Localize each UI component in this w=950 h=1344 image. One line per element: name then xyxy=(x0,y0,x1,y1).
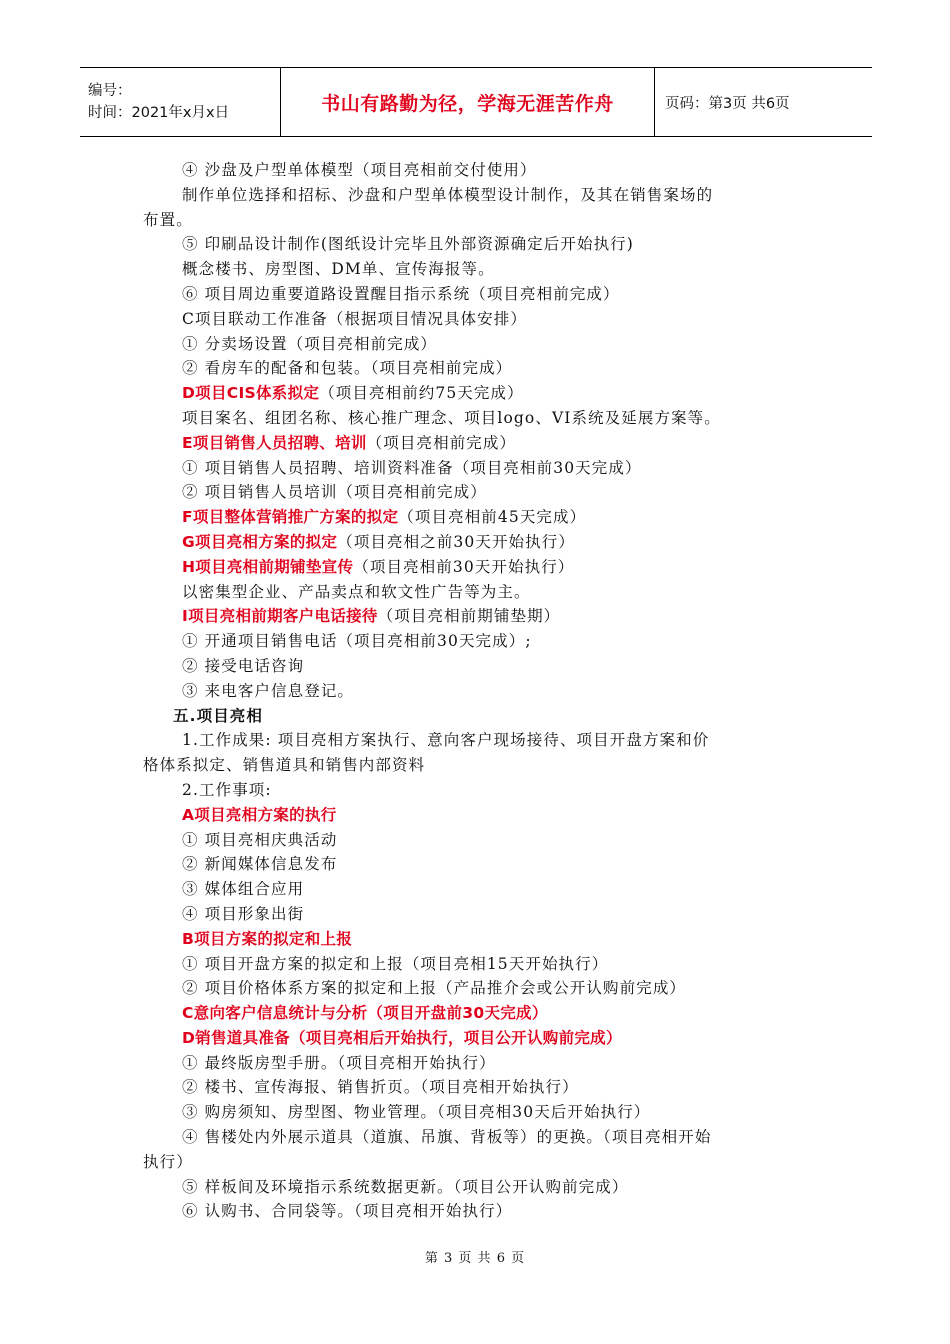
line-text: ③ 来电客户信息登记。 xyxy=(182,681,355,700)
line-text: ① 最终版房型手册。（项目亮相开始执行） xyxy=(182,1053,496,1072)
number-label: 编号： xyxy=(88,83,132,99)
text-line xyxy=(0,580,950,605)
line-text: 概念楼书、房型图、DM单、宣传海报等。 xyxy=(182,260,495,279)
item-heading: F项目整体营销推广方案的拟定 xyxy=(182,508,399,527)
line-text: ⑥ 项目周边重要道路设置醒目指示系统（项目亮相前完成） xyxy=(182,284,620,303)
line-text: 执行） xyxy=(143,1152,193,1171)
line-text: ② 楼书、宣传海报、销售折页。（项目亮相开始执行） xyxy=(182,1078,579,1097)
text-line xyxy=(0,778,950,803)
item-heading: H项目亮相前期铺垫宣传 xyxy=(182,557,354,576)
line-text: 格体系拟定、销售道具和销售内部资料 xyxy=(143,756,426,775)
page-label: 页码：第3页 共6页 xyxy=(665,95,790,112)
header-page-info xyxy=(655,68,872,136)
line-text: ⑥ 认购书、合同袋等。（项目亮相开始执行） xyxy=(182,1202,513,1221)
line-text: （项目亮相之前30天开始执行） xyxy=(337,532,575,551)
text-line xyxy=(0,307,950,332)
line-text: ② 项目销售人员培训（项目亮相前完成） xyxy=(182,483,487,502)
item-heading-line xyxy=(0,803,950,828)
item-heading-line xyxy=(0,431,950,456)
text-line xyxy=(0,480,950,505)
item-heading: C意向客户信息统计与分析（项目开盘前30天完成） xyxy=(182,1004,548,1023)
line-text: ① 分卖场设置（项目亮相前完成） xyxy=(182,334,438,353)
text-line xyxy=(0,232,950,257)
item-heading-line xyxy=(0,604,950,629)
item-heading-line xyxy=(0,1001,950,1026)
text-line xyxy=(0,456,950,481)
text-line xyxy=(0,183,950,208)
text-line xyxy=(0,852,950,877)
text-line xyxy=(0,1150,950,1175)
line-text: ① 项目开盘方案的拟定和上报（项目亮相15天开始执行） xyxy=(182,954,609,973)
text-line xyxy=(0,679,950,704)
line-text: 1.工作成果: 项目亮相方案执行、意向客户现场接待、项目开盘方案和价 xyxy=(182,731,710,750)
text-line xyxy=(0,282,950,307)
text-line xyxy=(0,1051,950,1076)
item-heading-line xyxy=(0,530,950,555)
text-line xyxy=(0,976,950,1001)
text-line xyxy=(0,332,950,357)
section-heading xyxy=(0,704,950,729)
line-text: 项目案名、组团名称、核心推广理念、项目logo、VI系统及延展方案等。 xyxy=(182,408,721,427)
line-text: ② 看房车的配备和包装。（项目亮相前完成） xyxy=(182,359,513,378)
item-heading: B项目方案的拟定和上报 xyxy=(182,929,353,948)
line-text: （项目亮相前完成） xyxy=(366,433,517,452)
text-line xyxy=(0,728,950,753)
text-line xyxy=(0,1075,950,1100)
line-text: （项目亮相前约75天完成） xyxy=(319,384,524,403)
date-label: 时间：2021年x月x日 xyxy=(88,105,230,121)
item-heading: I项目亮相前期客户电话接待 xyxy=(182,607,378,626)
line-text: ① 项目销售人员招聘、培训资料准备（项目亮相前30天完成） xyxy=(182,458,642,477)
line-text: ⑤ 样板间及环境指示系统数据更新。（项目公开认购前完成） xyxy=(182,1177,629,1196)
line-text: ① 项目亮相庆典活动 xyxy=(182,830,338,849)
text-line xyxy=(0,1199,950,1224)
line-text: ③ 购房须知、房型图、物业管理。（项目亮相30天后开始执行） xyxy=(182,1103,651,1122)
line-text: （项目亮相前45天完成） xyxy=(398,508,587,527)
text-line xyxy=(0,208,950,233)
item-heading-line xyxy=(0,555,950,580)
header-meta xyxy=(80,68,281,136)
text-line xyxy=(0,356,950,381)
item-heading: D销售道具准备（项目亮相后开始执行，项目公开认购前完成） xyxy=(182,1028,622,1047)
item-heading: G项目亮相方案的拟定 xyxy=(182,532,338,551)
text-line xyxy=(0,828,950,853)
line-text: 以密集型企业、产品卖点和软文性广告等为主。 xyxy=(182,582,531,601)
item-heading: A项目亮相方案的执行 xyxy=(182,805,337,824)
line-text: ④ 沙盘及户型单体模型（项目亮相前交付使用） xyxy=(182,161,537,179)
text-line xyxy=(0,902,950,927)
line-text: ③ 媒体组合应用 xyxy=(182,880,305,899)
item-heading: D项目CIS体系拟定 xyxy=(182,384,320,403)
text-line xyxy=(0,654,950,679)
text-line xyxy=(0,1125,950,1150)
line-text: ① 开通项目销售电话（项目亮相前30天完成）; xyxy=(182,632,532,651)
line-text: ④ 售楼处内外展示道具（道旗、吊旗、背板等）的更换。（项目亮相开始 xyxy=(182,1128,712,1147)
line-text: ② 新闻媒体信息发布 xyxy=(182,855,338,874)
text-line xyxy=(0,1100,950,1125)
item-heading-line xyxy=(0,505,950,530)
page-header xyxy=(80,67,872,137)
line-text: 制作单位选择和招标、沙盘和户型单体模型设计制作，及其在销售案场的 xyxy=(182,185,714,204)
line-text: ② 项目价格体系方案的拟定和上报（产品推介会或公开认购前完成） xyxy=(182,979,687,998)
line-text: C项目联动工作准备（根据项目情况具体安排） xyxy=(182,309,527,328)
header-motto xyxy=(281,68,655,136)
section-title: 五.项目亮相 xyxy=(173,706,263,725)
line-text: 布置。 xyxy=(143,210,193,229)
document-body xyxy=(0,158,950,1224)
text-line xyxy=(0,257,950,282)
motto-text: 书山有路勤为径，学海无涯苦作舟 xyxy=(321,92,614,115)
item-heading-line xyxy=(0,927,950,952)
page-footer: 第 3 页 共 6 页 xyxy=(424,1251,526,1266)
item-heading-line xyxy=(0,381,950,406)
line-text: ④ 项目形象出街 xyxy=(182,904,305,923)
line-text: （项目亮相前30天开始执行） xyxy=(353,557,575,576)
text-line xyxy=(0,629,950,654)
text-line xyxy=(0,158,950,183)
text-line xyxy=(0,753,950,778)
line-text: （项目亮相前期铺垫期） xyxy=(377,607,561,626)
text-line xyxy=(0,877,950,902)
line-text: 2.工作事项: xyxy=(182,780,272,799)
text-line xyxy=(0,1175,950,1200)
item-heading-line xyxy=(0,1026,950,1051)
line-text: ⑤ 印刷品设计制作(图纸设计完毕且外部资源确定后开始执行) xyxy=(182,235,634,254)
item-heading: E项目销售人员招聘、培训 xyxy=(182,433,367,452)
text-line xyxy=(0,952,950,977)
text-line xyxy=(0,406,950,431)
line-text: ② 接受电话咨询 xyxy=(182,656,305,675)
